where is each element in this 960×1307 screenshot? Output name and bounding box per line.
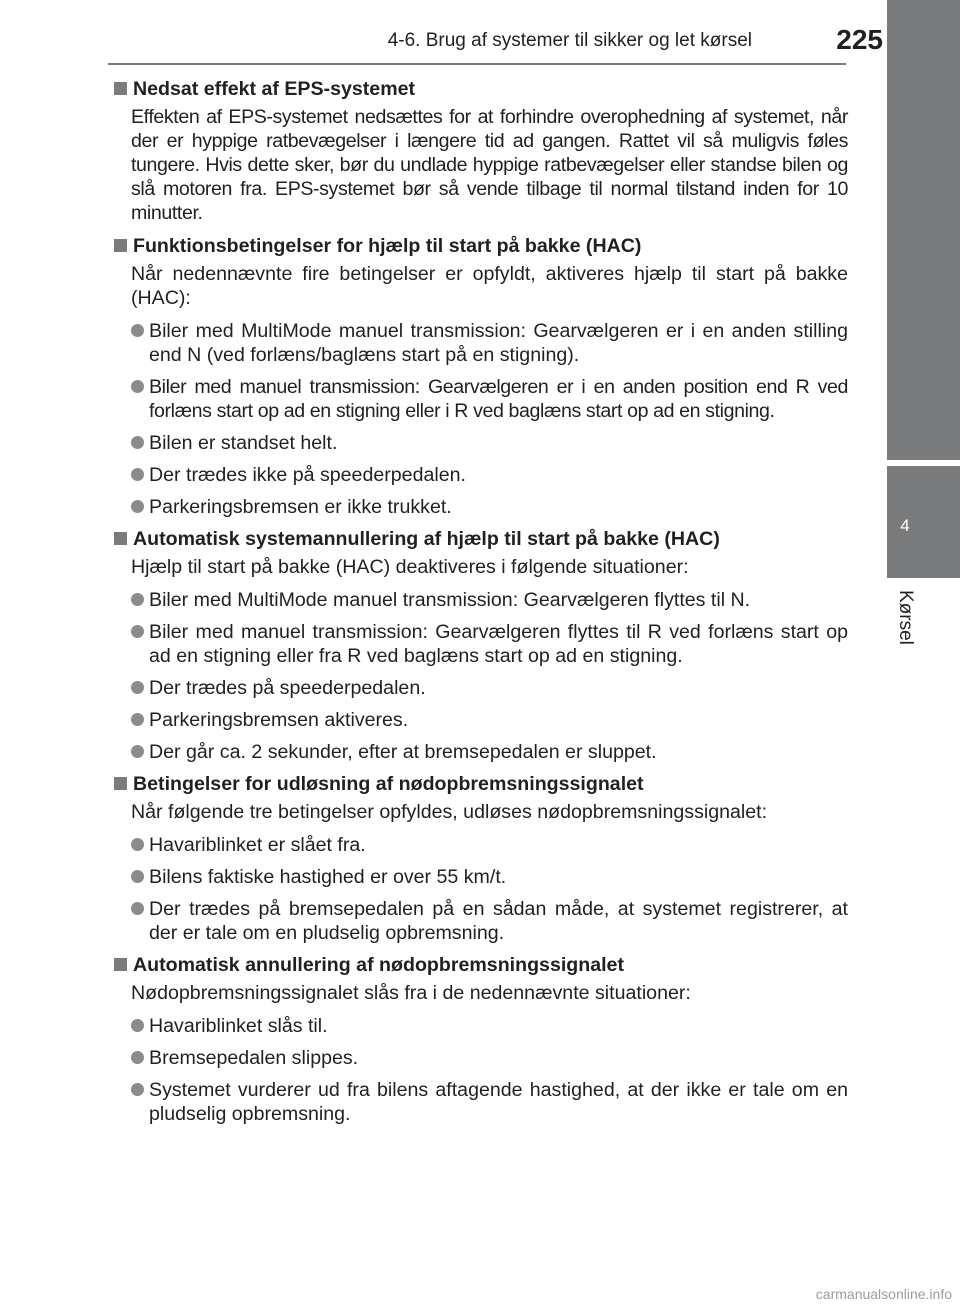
square-bullet-icon	[114, 958, 127, 971]
circle-bullet-icon	[131, 838, 144, 851]
manual-content	[112, 77, 848, 1134]
circle-bullet-icon	[131, 902, 144, 915]
page-header	[0, 0, 960, 64]
section-heading	[112, 772, 848, 796]
list-item	[131, 375, 848, 423]
section-paragraph: Hjælp til start på bakke (HAC) deaktiveres i følgende situationer:	[131, 556, 689, 578]
list-item	[131, 588, 848, 612]
circle-bullet-icon	[131, 324, 144, 337]
list-item-text: Biler med manuel transmission: Gearvælgeren er i en anden position end R ved forlæns start op ad en stigning eller i R ved baglæns start op ad en stigning.	[149, 376, 848, 422]
list-item-text: Havariblinket slås til.	[149, 1015, 328, 1037]
list-item-text: Der trædes på speederpedalen.	[149, 677, 426, 699]
list-item-text: Biler med MultiMode manuel transmission: Gearvælgeren flyttes til N.	[149, 589, 751, 611]
list-item-text: Parkeringsbremsen aktiveres.	[149, 709, 409, 731]
side-tab-label: Kørsel	[895, 590, 916, 645]
circle-bullet-icon	[131, 713, 144, 726]
list-item	[131, 897, 848, 945]
circle-bullet-icon	[131, 681, 144, 694]
section-paragraph: Når følgende tre betingelser opfyldes, udløses nødopbremsningssignalet:	[131, 801, 768, 823]
list-item-text: Systemet vurderer ud fra bilens aftagende hastighed, at der ikke er tale om en pludselig opbremsning.	[149, 1079, 848, 1125]
square-bullet-icon	[114, 82, 127, 95]
section-heading	[112, 953, 848, 977]
header-divider	[108, 63, 846, 65]
list-item	[131, 833, 848, 857]
list-item	[131, 431, 848, 455]
list-item-text: Biler med MultiMode manuel transmission: Gearvælgeren er i en anden stilling end N (ved forlæns/baglæns start på en stigning).	[149, 320, 848, 366]
section-heading	[112, 77, 848, 101]
list-item-text: Havariblinket er slået fra.	[149, 834, 366, 856]
chapter-title: 4-6. Brug af systemer til sikker og let kørsel	[387, 30, 752, 51]
side-tab-upper	[887, 0, 960, 460]
list-item	[131, 319, 848, 367]
circle-bullet-icon	[131, 593, 144, 606]
side-tab-number: 4	[900, 516, 910, 535]
square-bullet-icon	[114, 777, 127, 790]
circle-bullet-icon	[131, 870, 144, 883]
list-item-text: Bremsepedalen slippes.	[149, 1047, 359, 1069]
list-item-text: Parkeringsbremsen er ikke trukket.	[149, 496, 452, 518]
circle-bullet-icon	[131, 436, 144, 449]
list-item	[131, 1014, 848, 1038]
list-item	[131, 676, 848, 700]
list-item	[131, 865, 848, 889]
list-item	[131, 1046, 848, 1070]
list-item	[131, 620, 848, 668]
circle-bullet-icon	[131, 1051, 144, 1064]
list-item-text: Bilen er standset helt.	[149, 432, 338, 454]
list-item-text: Der trædes ikke på speederpedalen.	[149, 464, 466, 486]
section-heading-text: Funktionsbetingelser for hjælp til start på bakke (HAC)	[133, 235, 642, 257]
circle-bullet-icon	[131, 1019, 144, 1032]
square-bullet-icon	[114, 532, 127, 545]
section-paragraph: Nødopbremsningssignalet slås fra i de nedennævnte situationer:	[131, 982, 691, 1004]
circle-bullet-icon	[131, 745, 144, 758]
circle-bullet-icon	[131, 380, 144, 393]
section-paragraph: Når nedennævnte fire betingelser er opfyldt, aktiveres hjælp til start på bakke (HAC):	[131, 263, 848, 309]
circle-bullet-icon	[131, 1083, 144, 1096]
section-heading-text: Automatisk annullering af nødopbremsningssignalet	[133, 954, 624, 976]
section-heading	[112, 234, 848, 258]
list-item-text: Der trædes på bremsepedalen på en sådan måde, at systemet registrerer, at der er tale om en pludselig opbremsning.	[149, 898, 848, 944]
list-item-text: Biler med manuel transmission: Gearvælgeren flyttes til R ved forlæns start op ad en stigning eller fra R ved baglæns start op ad en stigning.	[149, 621, 848, 667]
list-item	[131, 495, 848, 519]
section-heading-text: Nedsat effekt af EPS-systemet	[133, 78, 416, 100]
page-number: 225	[836, 24, 883, 55]
list-item-text: Der går ca. 2 sekunder, efter at bremsepedalen er sluppet.	[149, 741, 657, 763]
circle-bullet-icon	[131, 468, 144, 481]
square-bullet-icon	[114, 239, 127, 252]
section-paragraph: Effekten af EPS-systemet nedsættes for at forhindre overophedning af systemet, når der er hyppige ratbevægelser i længere tid ad gangen. Rattet vil så muligvis føles tungere. Hvis dette sker, bør du undlade hyppige ratbevægelser eller standse bilen og slå motoren fra. EPS-systemet bør så vende tilbage til normal tilstand inden for 10 minutter.	[131, 106, 848, 224]
circle-bullet-icon	[131, 625, 144, 638]
section-heading-text: Betingelser for udløsning af nødopbremsningssignalet	[133, 773, 644, 795]
list-item	[131, 740, 848, 764]
list-item	[131, 1078, 848, 1126]
circle-bullet-icon	[131, 500, 144, 513]
list-item	[131, 463, 848, 487]
footer-watermark: carmanualsonline.info	[815, 1286, 952, 1302]
list-item	[131, 708, 848, 732]
list-item-text: Bilens faktiske hastighed er over 55 km/t.	[149, 866, 507, 888]
section-heading-text: Automatisk systemannullering af hjælp til start på bakke (HAC)	[133, 528, 720, 550]
section-heading	[112, 527, 848, 551]
